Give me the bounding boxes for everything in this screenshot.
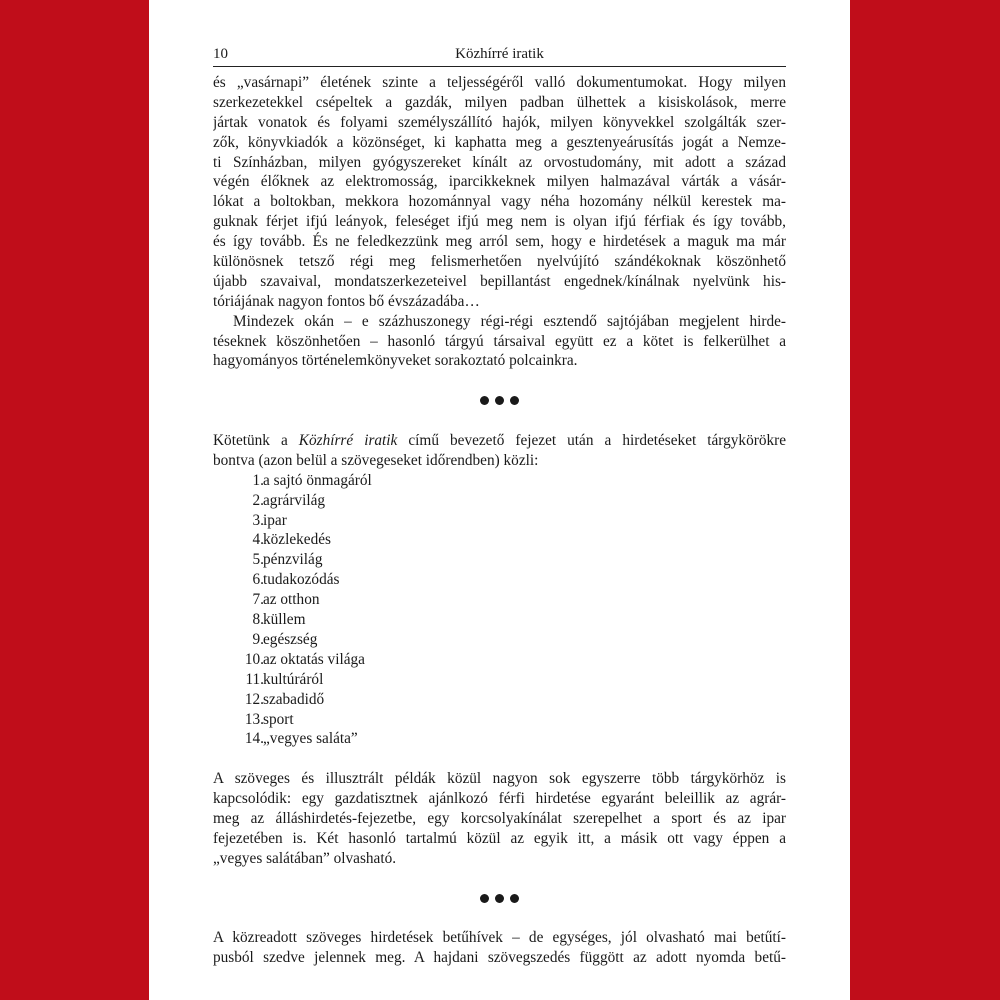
paragraph-3: [213, 431, 786, 471]
text-line: hagyományos történelemkönyveket sorakoztató polcainkra.: [213, 352, 578, 370]
text-line: szerkezetekkel csépeltek a gazdák, milyen padban ülhettek a kisiskolások, merre: [213, 93, 786, 111]
list-label: küllem: [263, 611, 306, 629]
list-label: tudakozódás: [263, 571, 340, 589]
text-line: tóriájának nagyon fontos bő évszázadába…: [213, 292, 480, 310]
list-number: 10.: [244, 650, 264, 668]
paragraph-4: [213, 769, 786, 868]
list-label: szabadidő: [263, 690, 325, 708]
list-label: egészség: [263, 630, 318, 648]
list-item: [213, 471, 786, 491]
text-line: A szöveges és illusztrált példák közül nagyon sok egyszerre több tárgykörhöz is: [213, 770, 786, 788]
list-label: a sajtó önmagáról: [263, 471, 372, 489]
text-line: ti Színházban, milyen gyógyszereket kínált az orvostudomány, mit adott a század: [213, 153, 786, 171]
list-label: ipar: [263, 511, 287, 529]
book-page: [149, 0, 850, 1000]
text-line: [213, 431, 786, 451]
list-label: közlekedés: [263, 531, 331, 549]
list-number: 12.: [244, 690, 264, 708]
text-line: zők, könyvkiadók a közönséget, ki kaphatta meg a gesztenyeárusítás jogát a Nemze-: [213, 133, 786, 151]
list-label: „vegyes saláta”: [263, 730, 358, 748]
list-number: 5.: [252, 551, 264, 569]
chapter-list: [213, 471, 786, 749]
text-line: pusból szedve jelennek meg. A hajdani szövegszedés függött az adott nyomda betű-: [213, 949, 786, 967]
page-header: [213, 44, 786, 67]
body-text: [213, 73, 786, 968]
list-number: 3.: [252, 511, 264, 529]
page-number: 10: [213, 46, 228, 62]
list-label: az oktatás világa: [263, 650, 365, 668]
list-item: [213, 491, 786, 511]
list-item: [213, 670, 786, 690]
list-label: sport: [263, 710, 294, 728]
list-item: [213, 630, 786, 650]
text-line: guknak férjet ifjú leányok, feleséget ifjú meg nem is olyan ifjú férfiak és így tovább,: [213, 213, 786, 231]
list-label: agrárvilág: [263, 491, 326, 509]
list-number: 11.: [245, 670, 264, 688]
list-number: 8.: [252, 611, 264, 629]
text-line: meg az álláshirdetés-fejezetbe, egy korcsolyakínálat szerepelhet a sport és az ipar: [213, 809, 786, 827]
list-number: 13.: [244, 710, 264, 728]
paragraph-2: [213, 312, 786, 372]
list-label: pénzvilág: [263, 551, 323, 569]
paragraph-1: [213, 73, 786, 312]
list-number: 14.: [244, 730, 264, 748]
text-line: és „vasárnapi” életének szinte a teljességéről valló dokumentumokat. Hogy milyen: [213, 74, 786, 91]
text-line: végén élőknek az elektromosság, iparcikkeknek milyen halmazával várták a vásár-: [213, 173, 786, 191]
italic-title: Közhírré iratik: [298, 432, 398, 450]
list-label: kultúráról: [263, 670, 324, 688]
text-line: lókat a boltokban, mekkora hozománnyal vagy néha hozomány nélkül kerestek ma-: [213, 193, 786, 211]
list-item: [213, 729, 786, 749]
text-line: A közreadott szöveges hirdetések betűhívek – de egységes, jól olvasható mai betűtí-: [213, 929, 786, 947]
text-line: különösnek tetsző régi meg felismerhetően nyelvújító szándékoknak köszönhető: [213, 253, 786, 271]
list-number: 2.: [252, 491, 264, 509]
text-line: jártak vonatok és folyami személyszállító hajók, milyen könyvekkel szolgálták szer-: [213, 113, 786, 131]
text-line: kapcsolódik: egy gazdatisztnek ajánlkozó férfi hirdetése egyaránt beleillik az agrár-: [213, 790, 786, 808]
list-item: [213, 610, 786, 630]
text-fragment: Kötetünk a: [213, 432, 299, 450]
list-item: [213, 650, 786, 670]
text-fragment: című bevezető fejezet után a hirdetéseket tárgykörökre: [397, 432, 786, 450]
list-item: [213, 550, 786, 570]
list-number: 9.: [252, 630, 264, 648]
section-separator: [213, 391, 786, 411]
list-label: az otthon: [263, 591, 320, 609]
list-item: [213, 530, 786, 550]
paragraph-5: [213, 928, 786, 968]
list-item: [213, 511, 786, 531]
text-line: bontva (azon belül a szövegeseket időrendben) közli:: [213, 451, 539, 469]
list-number: 6.: [252, 571, 264, 589]
list-number: 4.: [252, 531, 264, 549]
list-item: [213, 570, 786, 590]
list-item: [213, 590, 786, 610]
text-line: újabb szavaival, mondatszerkezeteivel bepillantást engednek/kínálnak nyelvünk his-: [213, 272, 786, 290]
text-line: fejezetében is. Két hasonló tartalmú közül az egyik itt, a másik ott vagy éppen a: [213, 829, 786, 847]
list-number: 7.: [252, 591, 264, 609]
text-line: és így tovább. És ne feledkezzünk meg arról sem, hogy e hirdetések a maguk ma már: [213, 233, 786, 251]
text-line: Mindezek okán – e százhuszonegy régi-régi esztendő sajtójában megjelent hirde-: [233, 312, 786, 330]
list-number: 1.: [252, 471, 264, 489]
running-title: Közhírré iratik: [455, 46, 544, 62]
section-separator: [213, 889, 786, 909]
list-item: [213, 690, 786, 710]
list-item: [213, 710, 786, 730]
text-line: „vegyes salátában” olvasható.: [213, 849, 397, 867]
text-line: téseknek köszönhetően – hasonló tárgyú társaival együtt ez a kötet is felkerülhet a: [213, 332, 786, 350]
